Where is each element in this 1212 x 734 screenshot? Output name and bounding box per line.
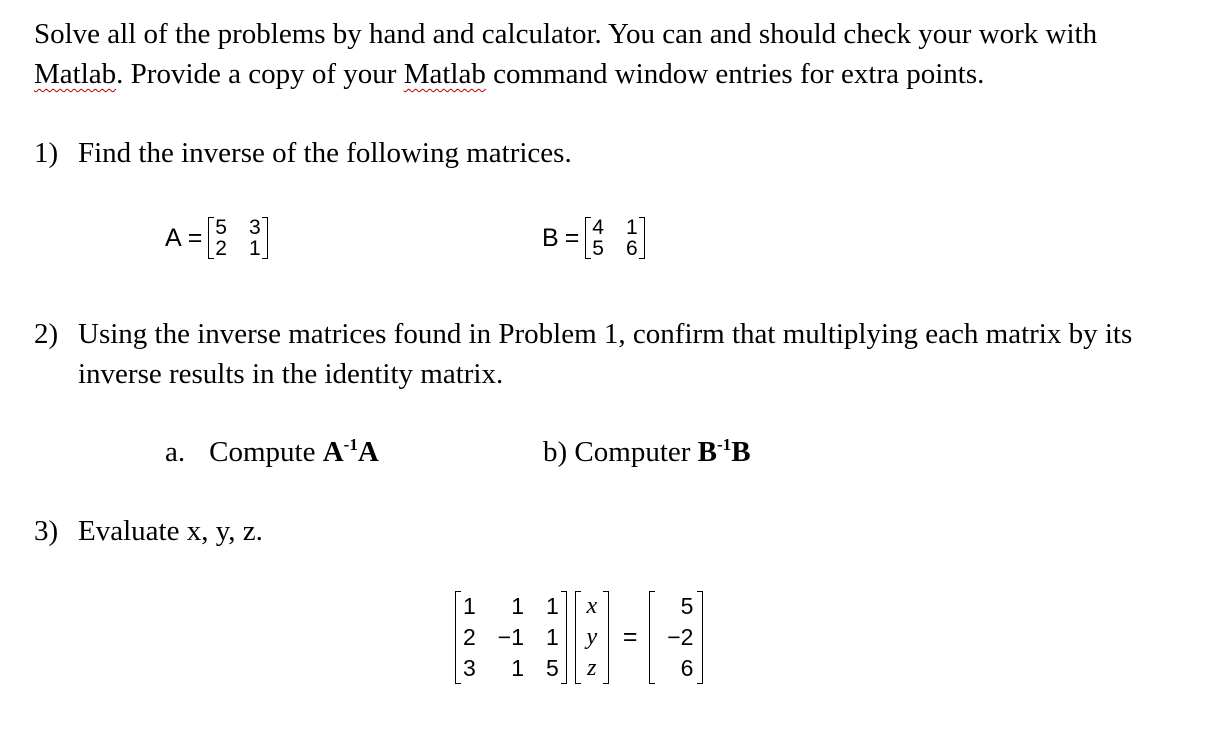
linear-system <box>455 591 703 684</box>
constant-grid <box>649 591 703 684</box>
part-a-label: a. <box>165 436 186 468</box>
coefficient-cell: 1 <box>463 593 476 619</box>
matrix-a-grid <box>208 217 267 259</box>
matrix-b <box>542 217 645 259</box>
matrix-b-equals: = <box>564 223 580 252</box>
matrix-b-cell: 5 <box>592 237 604 260</box>
intro-line-1: Solve all of the problems by hand and calculator. You can and should check your work with <box>34 18 1098 50</box>
matrix-a-label: A <box>165 223 182 252</box>
problem-2-text-1: Using the inverse matrices found in Problem 1, confirm that multiplying each matrix by its <box>78 318 1133 350</box>
matrix-a-cell: 5 <box>215 216 227 239</box>
problem-1-number: 1) <box>34 137 59 169</box>
variable-vector <box>575 591 609 684</box>
part-b-text: Computer <box>574 436 698 468</box>
part-b <box>543 435 751 473</box>
part-a-tail: A <box>357 436 379 468</box>
problem-3-number: 3) <box>34 515 59 547</box>
problem-3-text: Evaluate x, y, z. <box>78 515 263 547</box>
coefficient-cell: 3 <box>463 655 476 681</box>
problem-2-number: 2) <box>34 318 59 350</box>
constant-vector <box>649 591 703 684</box>
matrix-b-label: B <box>542 223 559 252</box>
problem-3-heading <box>34 514 263 548</box>
constant-cell: 5 <box>680 593 694 619</box>
matrix-b-cell: 1 <box>625 216 638 239</box>
part-a <box>165 435 379 473</box>
part-b-label: b) <box>543 436 568 468</box>
matrix-b-cell: 6 <box>625 237 638 260</box>
coefficient-cell: 1 <box>546 624 559 650</box>
coefficient-matrix <box>455 591 567 684</box>
constant-cell: −2 <box>667 624 694 650</box>
variable-cell: x <box>586 593 598 619</box>
matrix-a-bracket <box>208 217 267 259</box>
coefficient-cell: 1 <box>546 593 559 619</box>
part-a-base: A <box>322 436 344 468</box>
matrix-b-grid <box>585 217 644 259</box>
matrix-b-cell: 4 <box>592 216 604 239</box>
coefficient-cell: 1 <box>511 655 525 681</box>
constant-cell: 6 <box>680 655 694 681</box>
coefficient-cell: 5 <box>546 655 559 681</box>
system-equals: = <box>622 623 638 651</box>
intro-line-2-end: command window entries for extra points. <box>485 58 985 90</box>
matrix-a-equals: = <box>187 223 203 252</box>
matrix-b-bracket <box>585 217 644 259</box>
coefficient-cell: 2 <box>463 624 476 650</box>
part-b-tail: B <box>731 436 751 468</box>
variable-grid <box>575 591 609 684</box>
problem-1-heading <box>34 136 572 170</box>
intro-line-2 <box>34 57 984 91</box>
problem-1-text: Find the inverse of the following matrices. <box>78 137 572 169</box>
matlab-word-2: Matlab <box>403 58 486 90</box>
coefficient-grid <box>455 591 567 684</box>
part-a-text: Compute <box>209 436 323 468</box>
problem-2-line-1 <box>34 317 1132 351</box>
problem-2-line-2: inverse results in the identity matrix. <box>78 358 504 390</box>
variable-cell: y <box>586 624 598 650</box>
matlab-word: Matlab <box>34 58 117 90</box>
part-b-sup: -1 <box>717 435 732 454</box>
matrix-a <box>165 217 268 259</box>
coefficient-cell: 1 <box>511 593 525 619</box>
part-b-base: B <box>697 436 718 468</box>
matrix-a-cell: 1 <box>248 237 261 260</box>
intro-line-2-mid: . Provide a copy of your <box>116 58 404 90</box>
part-a-sup: -1 <box>343 435 358 454</box>
coefficient-cell: −1 <box>497 624 525 650</box>
matrix-a-cell: 2 <box>215 237 227 260</box>
matrix-a-cell: 3 <box>248 216 261 239</box>
variable-cell: z <box>587 655 597 681</box>
